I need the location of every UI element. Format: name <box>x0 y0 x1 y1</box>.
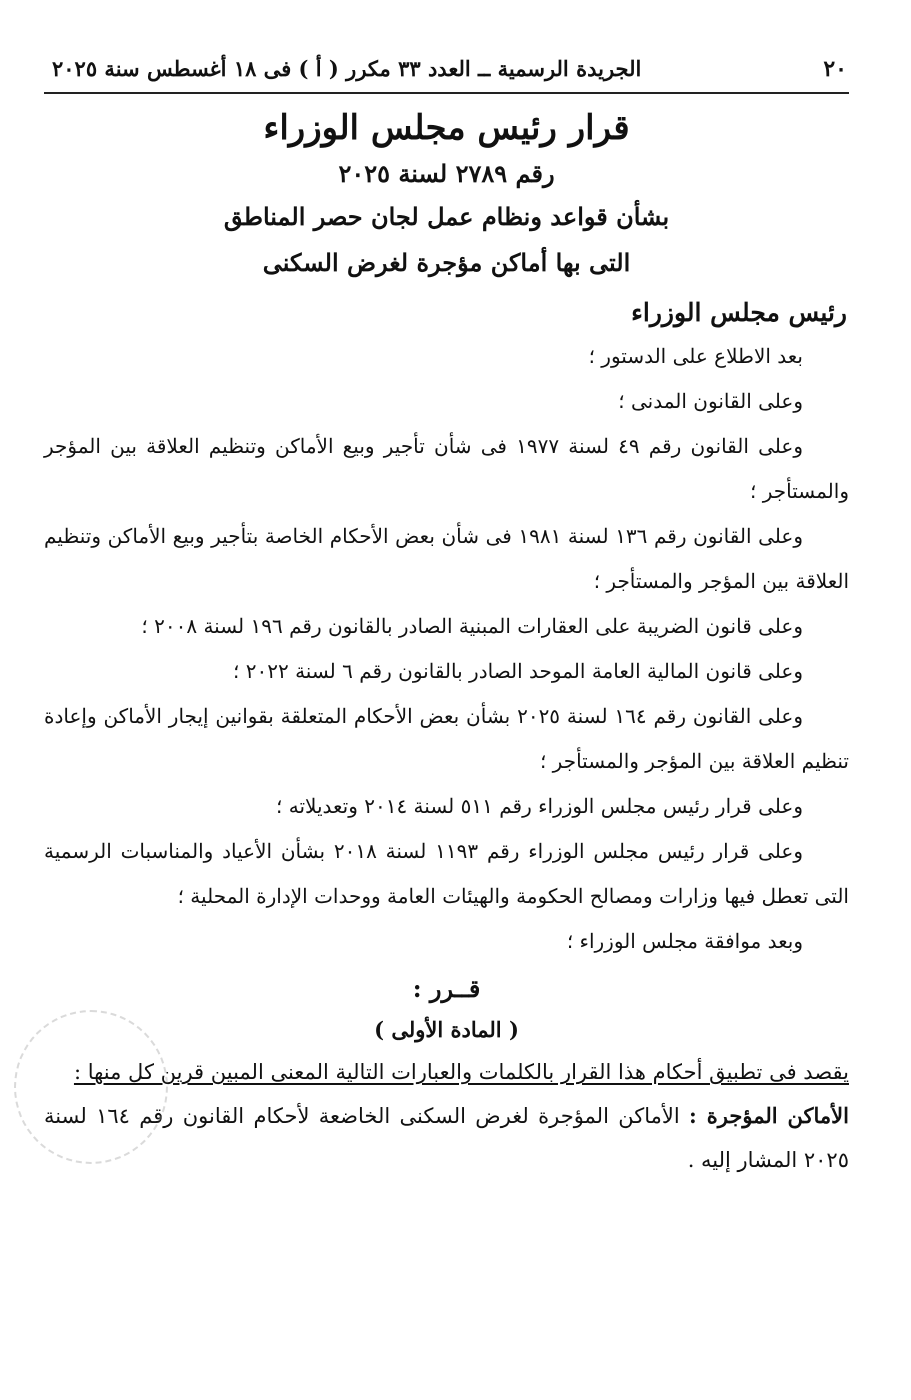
decree-title-block <box>44 102 849 286</box>
definition-term: الأماكن المؤجرة : <box>689 1103 849 1128</box>
running-header <box>44 56 849 94</box>
issuer-heading: رئيس مجلس الوزراء <box>631 298 847 327</box>
decree-subject-line-2: التى بها أماكن مؤجرة لغرض السكنى <box>262 248 631 277</box>
recital-item: وعلى القانون رقم ٤٩ لسنة ١٩٧٧ فى شأن تأجير وبيع الأماكن وتنظيم العلاقة بين المؤجر والمستأجر ؛ <box>44 434 849 503</box>
faded-stamp-mark <box>14 1010 168 1164</box>
definition-text: الأماكن المؤجرة لغرض السكنى الخاضعة لأحكام القانون رقم ١٦٤ لسنة ٢٠٢٥ المشار إليه . <box>44 1104 849 1172</box>
recital-item: وعلى قرار رئيس مجلس الوزراء رقم ٥١١ لسنة ٢٠١٤ وتعديلاته ؛ <box>276 794 803 818</box>
recital-item: وعلى قرار رئيس مجلس الوزراء رقم ١١٩٣ لسنة ٢٠١٨ بشأن الأعياد والمناسبات الرسمية التى تعطل فيها وزارات ومصالح الحكومة والهيئات العامة ووحدات الإدارة المحلية ؛ <box>44 839 849 908</box>
closing-recital: وبعد موافقة مجلس الوزراء ؛ <box>566 929 803 953</box>
article-1-title: ( المادة الأولى ) <box>374 1017 519 1042</box>
decree-number: رقم ٢٧٨٩ لسنة ٢٠٢٥ <box>338 159 555 188</box>
recital-item: وعلى قانون المالية العامة الموحد الصادر بالقانون رقم ٦ لسنة ٢٠٢٢ ؛ <box>233 659 803 683</box>
recital-item: وعلى القانون رقم ١٣٦ لسنة ١٩٨١ فى شأن بعض الأحكام الخاصة بتأجير وبيع الأماكن وتنظيم العلاقة بين المؤجر والمستأجر ؛ <box>44 524 849 593</box>
gazette-issue-title: الجريدة الرسمية ــ العدد ٣٣ مكرر ( أ ) فى ١٨ أغسطس سنة ٢٠٢٥ <box>52 56 642 81</box>
recital-item: بعد الاطلاع على الدستور ؛ <box>588 344 803 368</box>
recital-item: وعلى القانون المدنى ؛ <box>618 389 803 413</box>
decree-title: قرار رئيس مجلس الوزراء <box>263 108 630 148</box>
recitals-list <box>44 334 849 919</box>
page-number: ٢٠ <box>823 56 847 82</box>
recital-item: وعلى قانون الضريبة على العقارات المبنية الصادر بالقانون رقم ١٩٦ لسنة ٢٠٠٨ ؛ <box>141 614 803 638</box>
recital-item: وعلى القانون رقم ١٦٤ لسنة ٢٠٢٥ بشأن بعض الأحكام المتعلقة بقوانين إيجار الأماكن وإعادة تنظيم العلاقة بين المؤجر والمستأجر ؛ <box>44 704 849 773</box>
article-1-intro: يقصد فى تطبيق أحكام هذا القرار بالكلمات والعبارات التالية المعنى المبين قرين كل منها : <box>73 1060 849 1084</box>
decided-heading: قــرر : <box>412 974 481 1003</box>
decree-subject-line-1: بشأن قواعد ونظام عمل لجان حصر المناطق <box>223 202 670 231</box>
